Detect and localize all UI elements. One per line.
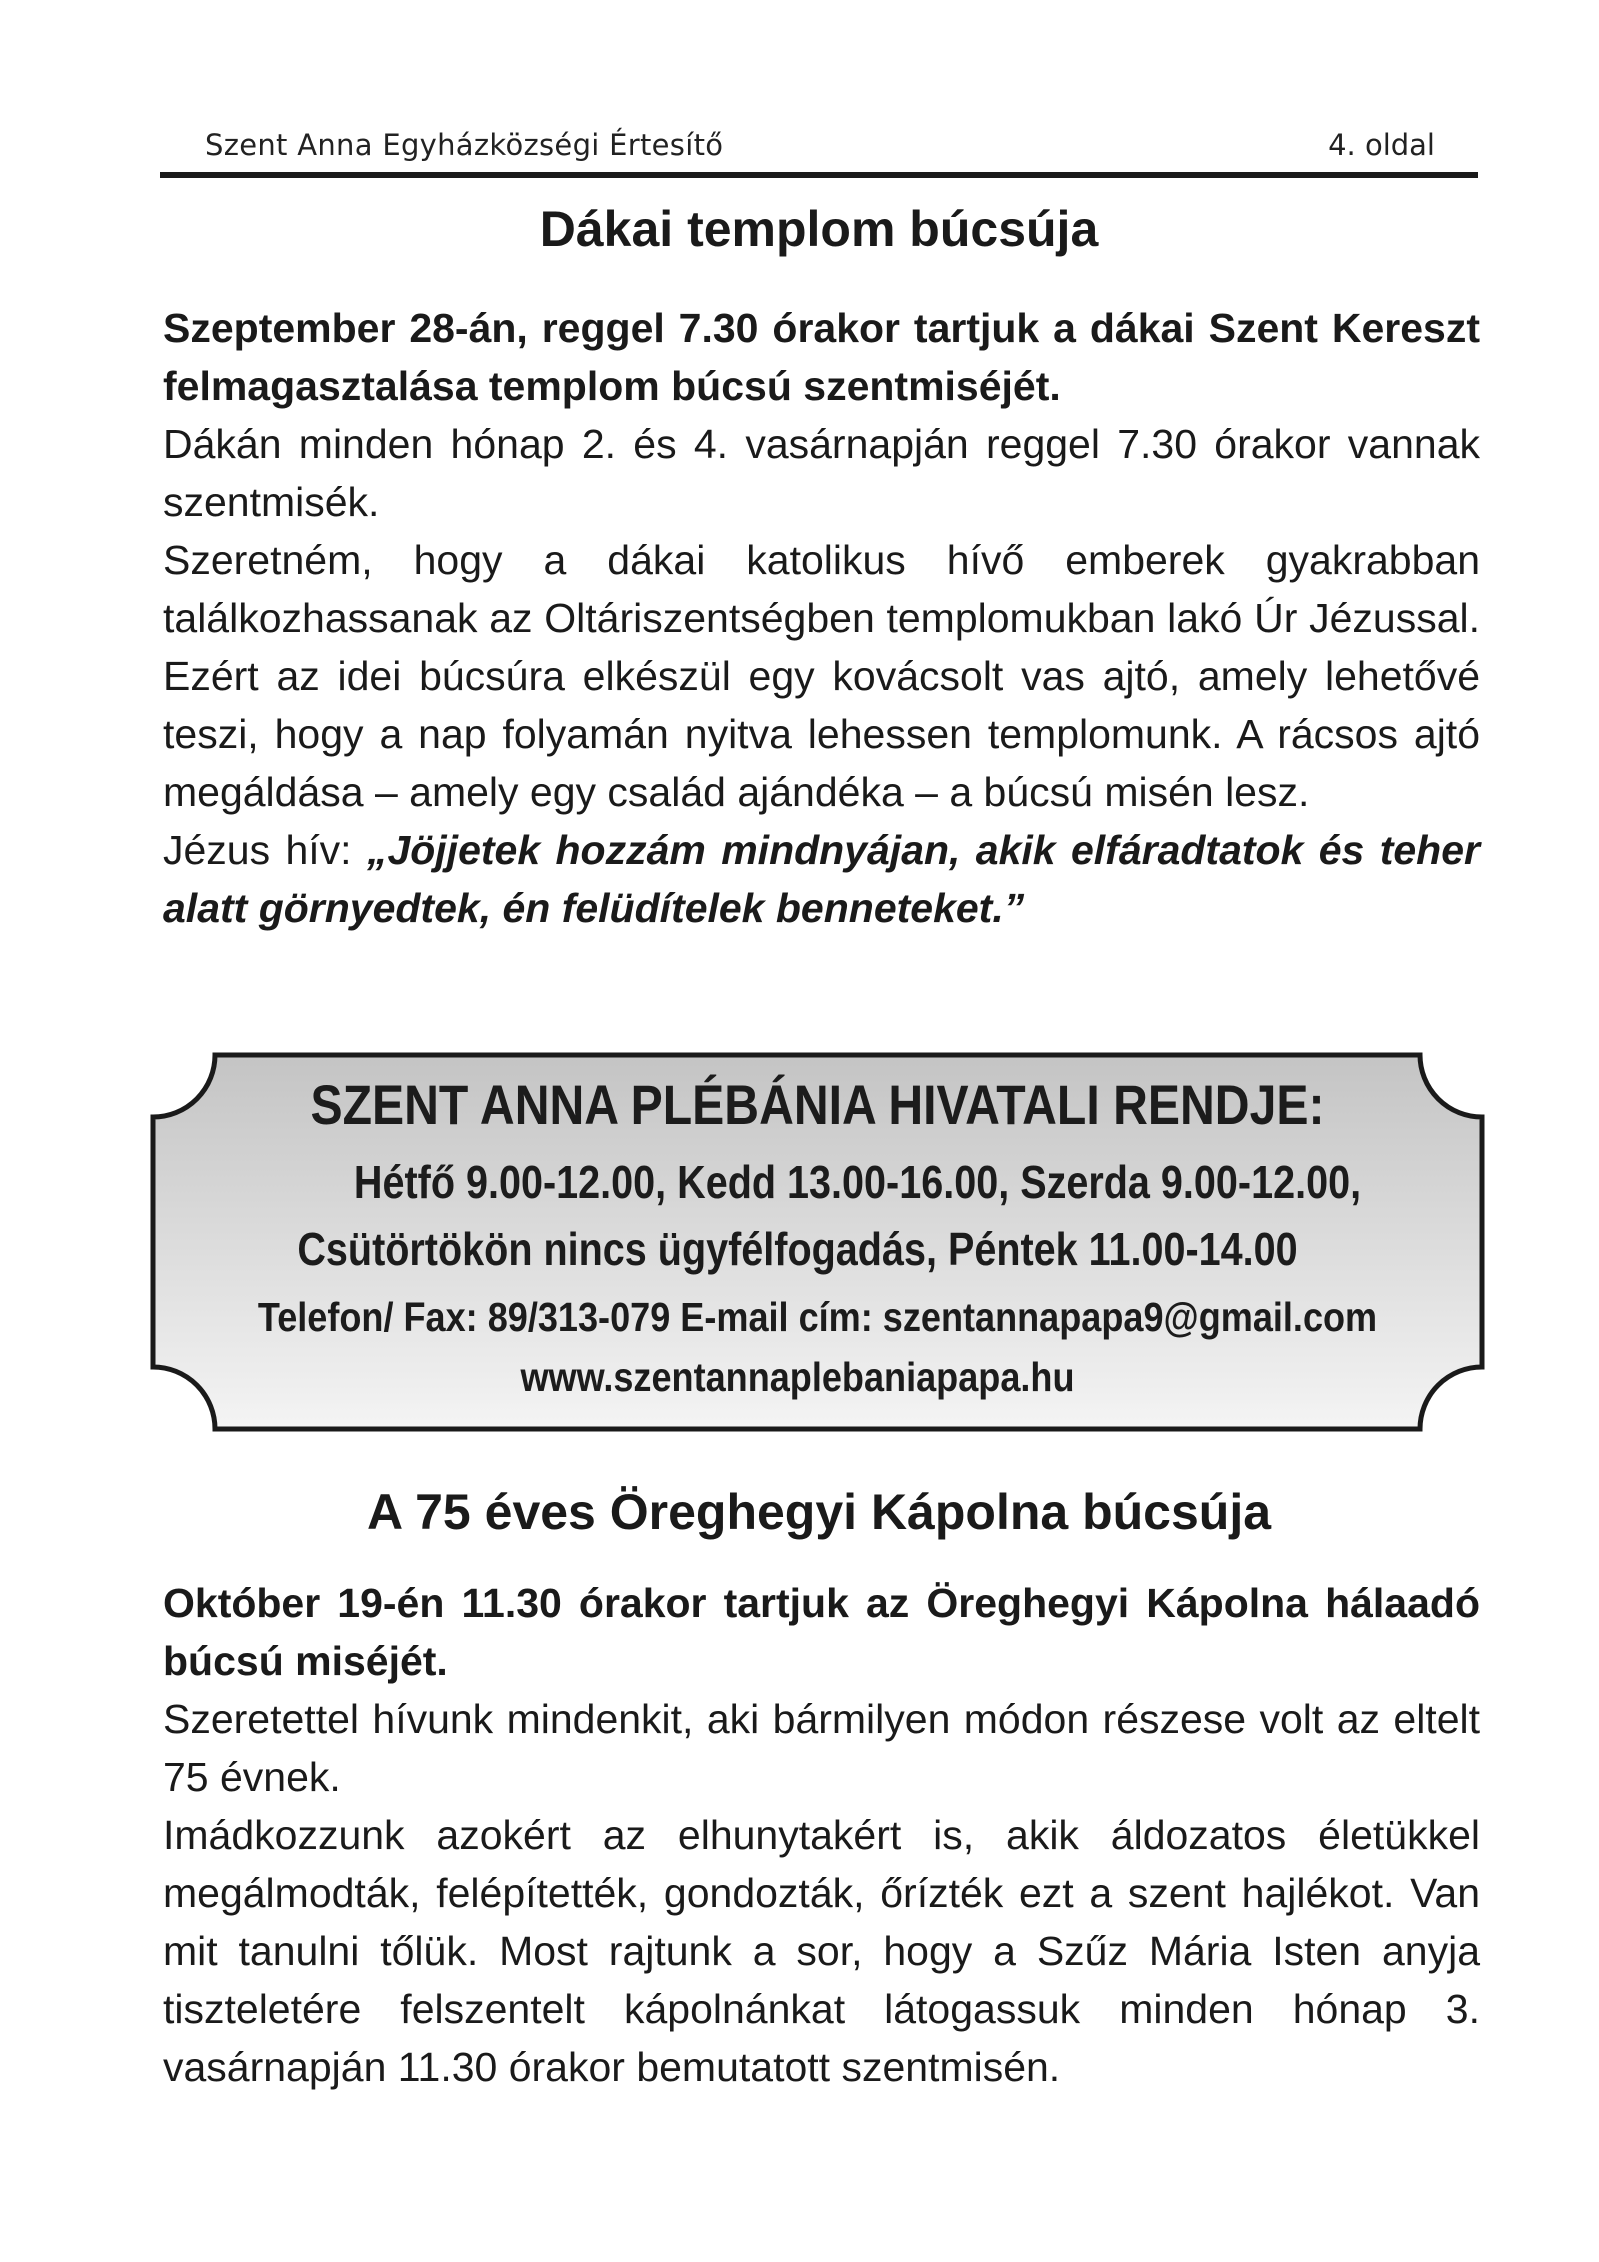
section1-body (163, 299, 1480, 937)
office-website: www.szentannaplebaniapapa.hu (520, 1354, 1075, 1400)
section2-lead: Október 19-én 11.30 órakor tartjuk az Öreghegyi Kápolna hálaadó búcsú miséjét. (163, 1580, 1480, 1684)
header-rule (160, 172, 1478, 178)
quote-text: „Jöjjetek hozzám mindnyájan, akik elfáradtatok és teher alatt görnyedtek, én felüdítelek benneteket.” (163, 827, 1480, 931)
office-hours-line-2: Csütörtökön nincs ügyfélfogadás, Péntek 11.00-14.00 (297, 1223, 1298, 1275)
section1-lead: Szeptember 28-án, reggel 7.30 órakor tartjuk a dákai Szent Kereszt felmagasztalása templom búcsú szentmiséjét. (163, 305, 1480, 409)
section2-paragraph-1: Szeretettel hívunk mindenkit, aki bármilyen módon részese volt az eltelt 75 évnek. (163, 1696, 1480, 1800)
section1-paragraph-1: Dákán minden hónap 2. és 4. vasárnapján reggel 7.30 órakor vannak szentmisék. (163, 421, 1480, 525)
page-number: 4. oldal (1328, 128, 1435, 162)
office-contact: Telefon/ Fax: 89/313-079 E-mail cím: szentannapapa9@gmail.com (257, 1294, 1378, 1340)
section1-title: Dákai templom búcsúja (539, 201, 1099, 257)
office-hours-line-1: Hétfő 9.00-12.00, Kedd 13.00-16.00, Szerda 9.00-12.00, (353, 1156, 1362, 1208)
office-hours-box (150, 1052, 1485, 1432)
publication-title: Szent Anna Egyházközségi Értesítő (205, 128, 724, 162)
section1-paragraph-2: Szeretném, hogy a dákai katolikus hívő emberek gyakrabban találkozhassanak az Oltáriszentségben templomukban lakó Úr Jézussal. Ezért az idei búcsúra elkészül egy kovácsolt vas ajtó, amely lehetővé teszi, hogy a nap folyamán nyitva lehessen templomunk. A rácsos ajtó megáldása – amely egy család ajándéka – a búcsú misén lesz. (163, 537, 1480, 815)
section2-title: A 75 éves Öreghegyi Kápolna búcsúja (366, 1484, 1272, 1540)
section2-paragraph-2: Imádkozzunk azokért az elhunytakért is, akik áldozatos életükkel megálmodták, felépítették, gondozták, őrízték ezt a szent hajlékot. Van mit tanulni tőlük. Most rajtunk a sor, hogy a Szűz Mária Isten anyja tiszteletére felszentelt kápolnánkat látogassuk minden hónap 3. vasárnapján 11.30 órakor bemutatott szentmisén. (163, 1812, 1480, 2090)
office-title: SZENT ANNA PLÉBÁNIA HIVATALI RENDJE: (310, 1073, 1325, 1136)
section2-body (163, 1574, 1480, 2096)
section1-quote-paragraph (163, 821, 1480, 937)
quote-intro: Jézus hív: (163, 827, 367, 873)
